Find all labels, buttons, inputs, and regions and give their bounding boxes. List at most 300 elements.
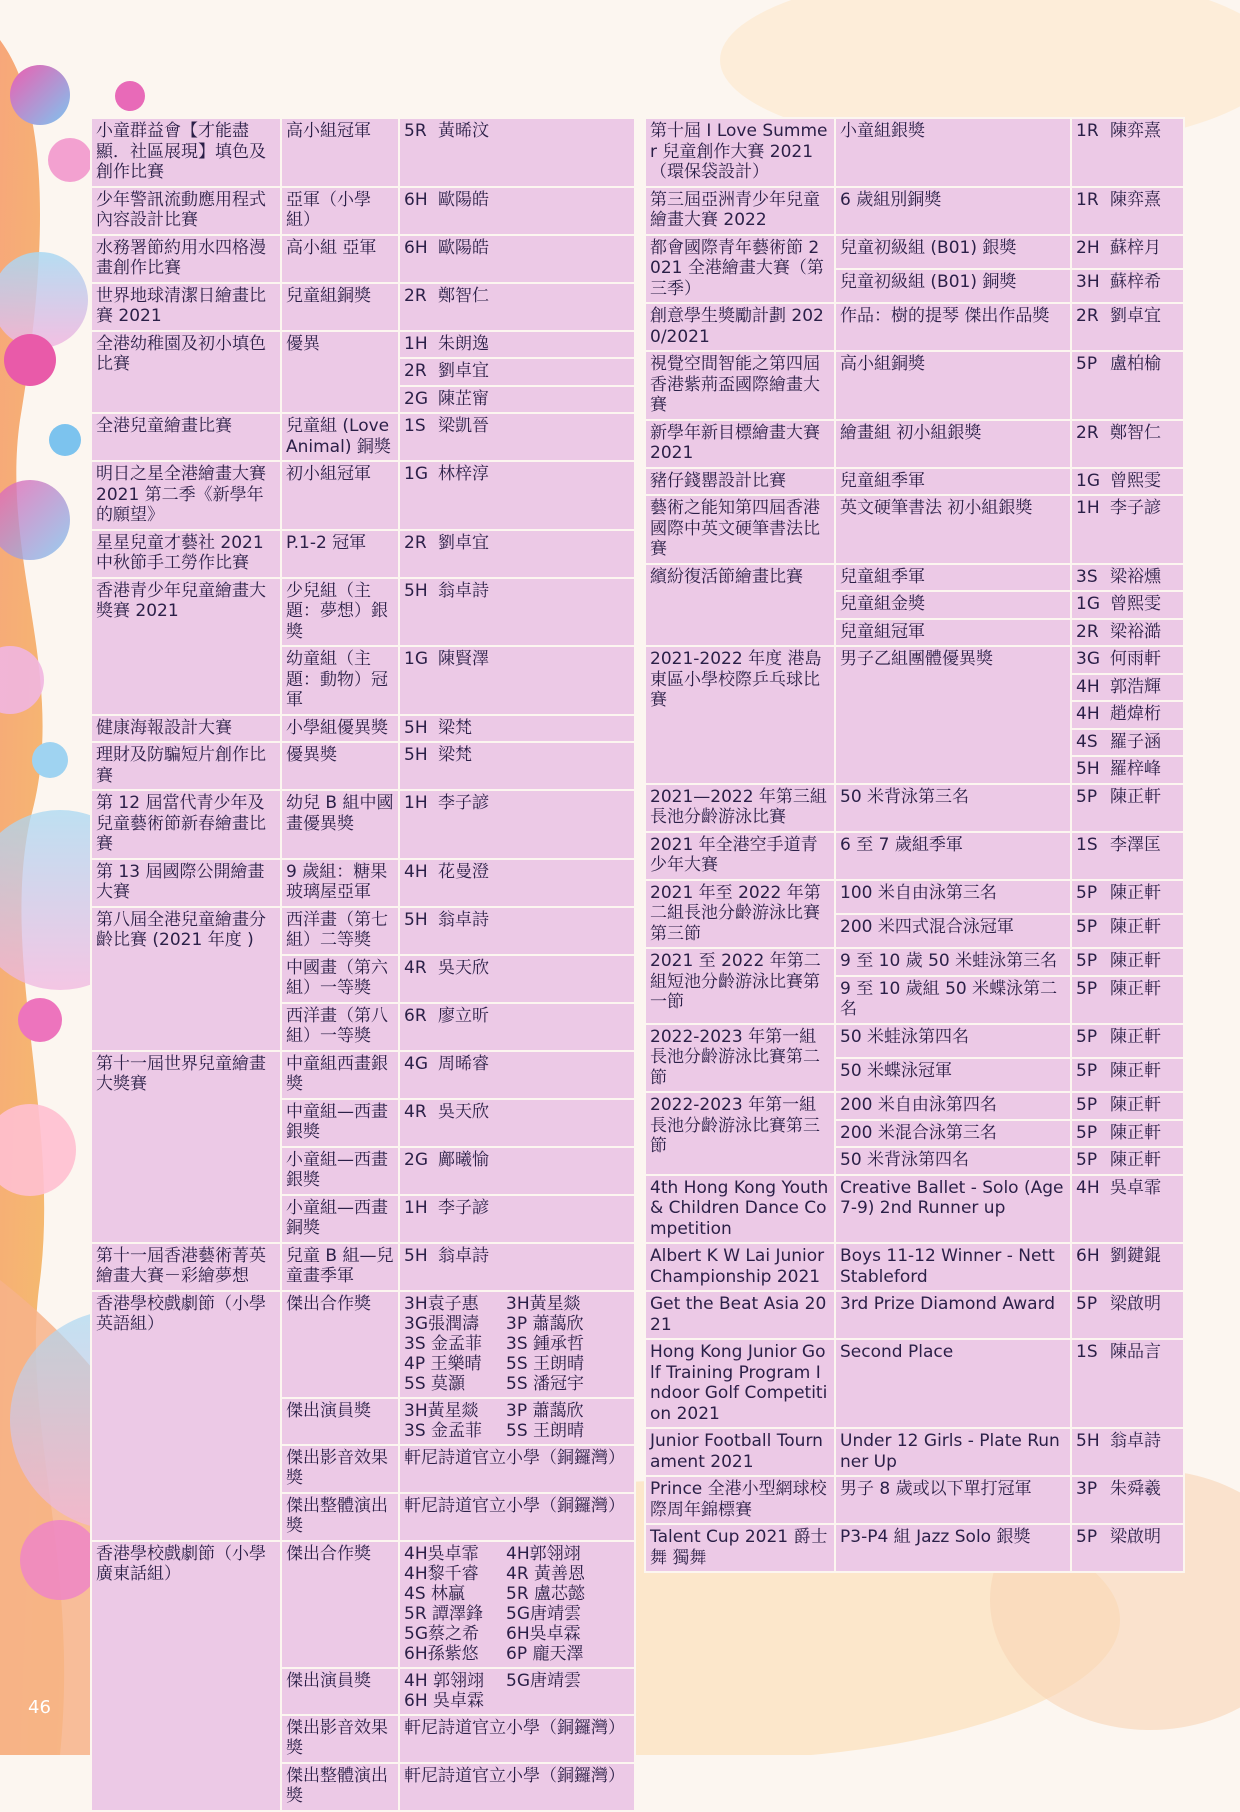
student-name: 翁卓詩 [438, 580, 489, 601]
award-name: 兒童組銅獎 [281, 283, 399, 331]
class-code: 1H [404, 333, 428, 354]
table-row [645, 187, 1184, 235]
awardee-cell [1071, 1092, 1184, 1120]
awardee-cell [1071, 1024, 1184, 1058]
competition-name: 理財及防騙短片創作比賽 [91, 742, 281, 790]
awardee-grid [404, 1671, 630, 1711]
student-name: 陳芷甯 [438, 388, 489, 409]
competition-name: 第十一屆世界兒童繪畫大獎賽 [91, 1051, 281, 1243]
table-row [645, 118, 1184, 187]
awardee-cell [399, 1051, 635, 1099]
student-name: 歐陽皓 [438, 189, 489, 210]
awardee-cell [1071, 1428, 1184, 1476]
table-row [645, 832, 1184, 880]
student-name: 6H孫紫悠 [404, 1643, 479, 1664]
student-name: 陳正軒 [1110, 1122, 1161, 1143]
student-name: 5S 潘冠宇 [506, 1373, 585, 1394]
class-code: 1G [1076, 594, 1100, 614]
student-name: 4H吳卓霏 [404, 1543, 479, 1564]
table-row [645, 880, 1184, 914]
student-name: 蘇梓月 [1110, 237, 1161, 258]
student-name: 5G唐靖雲 [506, 1670, 581, 1691]
student-name: 鄺曦愉 [438, 1149, 489, 1170]
class-code: 3S [1076, 566, 1098, 587]
table-row [645, 564, 1184, 592]
awardee-cell [399, 461, 635, 530]
awardee-cell [399, 358, 635, 386]
table-row [91, 1291, 635, 1398]
table-row [645, 303, 1184, 351]
awardee-cell [399, 790, 635, 859]
school-name: 軒尼詩道官立小學（銅鑼灣） [399, 1493, 635, 1541]
class-code: 1S [1076, 1342, 1098, 1362]
awardee-cell [399, 235, 635, 283]
award-name: 高小組冠軍 [281, 118, 399, 187]
award-name: 50 米背泳第三名 [835, 784, 1071, 832]
table-row [645, 1175, 1184, 1244]
class-code: 2G [404, 1149, 428, 1170]
awardee-cell [1071, 235, 1184, 269]
award-name: 50 米背泳第四名 [835, 1147, 1071, 1175]
awardee-cell [399, 1195, 635, 1243]
table-row [645, 495, 1184, 564]
student-name: 郭浩輝 [1110, 676, 1161, 697]
award-name: 6 歲組別銅獎 [835, 187, 1071, 235]
competition-name: 星星兒童才藝社 2021 中秋節手工勞作比賽 [91, 530, 281, 578]
competition-name: 第 12 屆當代青少年及兒童藝術節新春繪畫比賽 [91, 790, 281, 859]
award-name: 作品：樹的提琴 傑出作品獎 [835, 303, 1071, 351]
awardee-list [399, 1541, 635, 1668]
student-name: 曾熙雯 [1110, 594, 1161, 614]
student-name: 陳正軒 [1110, 882, 1161, 903]
table-row [645, 1476, 1184, 1524]
awardee-cell [1071, 880, 1184, 914]
competition-name: 2021 年至 2022 年第二組長池分齡游泳比賽第三節 [645, 880, 835, 949]
student-name: 陳正軒 [1110, 1095, 1161, 1115]
student-name: 5S 王朗晴 [506, 1353, 585, 1374]
award-name: 中國畫（第六組）一等獎 [281, 955, 399, 1003]
table-row [645, 1339, 1184, 1428]
table-row [645, 351, 1184, 420]
award-name: P3-P4 組 Jazz Solo 銀獎 [835, 1524, 1071, 1572]
award-name: 傑出整體演出獎 [281, 1763, 399, 1811]
class-code: 5H [404, 745, 428, 765]
student-name: 4H黎千睿 [404, 1563, 479, 1584]
award-name: 傑出整體演出獎 [281, 1493, 399, 1541]
class-code: 5P [1076, 1122, 1098, 1143]
awardee-cell [1071, 564, 1184, 592]
award-name: 小學組優異獎 [281, 715, 399, 743]
award-name: 50 米蛙泳第四名 [835, 1024, 1071, 1058]
class-code: 2R [404, 532, 427, 553]
class-code: 3H [1076, 271, 1100, 292]
award-name: 小童組—西畫銀獎 [281, 1147, 399, 1195]
award-name: 亞軍（小學組） [281, 187, 399, 235]
award-name: 優異 [281, 331, 399, 414]
awardee-cell [1071, 948, 1184, 976]
awardee-cell [399, 1243, 635, 1291]
competition-name: 2022-2023 年第一組長池分齡游泳比賽第二節 [645, 1024, 835, 1093]
class-code: 1G [404, 649, 428, 669]
class-code: 1G [1076, 470, 1100, 491]
award-name: 6 至 7 歲組季軍 [835, 832, 1071, 880]
competition-name: Hong Kong Junior Golf Training Program Indoor Golf Competition 2021 [645, 1339, 835, 1428]
student-name [506, 1691, 630, 1711]
awardee-cell [1071, 591, 1184, 619]
table-row [645, 235, 1184, 269]
table-row [645, 1092, 1184, 1120]
student-name: 陳正軒 [1110, 978, 1161, 999]
student-name: 3S 鍾承哲 [506, 1333, 585, 1354]
class-code: 5P [1076, 978, 1098, 999]
award-name: 3rd Prize Diamond Award [835, 1291, 1071, 1339]
class-code: 1S [404, 416, 426, 436]
awardee-cell [399, 1147, 635, 1195]
class-code: 6H [404, 189, 428, 210]
awardee-cell [399, 331, 635, 359]
school-name: 軒尼詩道官立小學（銅鑼灣） [399, 1763, 635, 1811]
student-name: 5G蔡之希 [404, 1623, 479, 1644]
table-row [91, 235, 635, 283]
awardee-cell [1071, 914, 1184, 948]
competition-name: 繽紛復活節繪畫比賽 [645, 564, 835, 647]
award-name: 50 米蝶泳冠軍 [835, 1058, 1071, 1092]
class-code: 2R [1076, 306, 1099, 326]
student-name: 陳弈熹 [1110, 121, 1161, 141]
competition-name: 水務署節約用水四格漫畫創作比賽 [91, 235, 281, 283]
table-row [91, 283, 635, 331]
class-code: 4R [404, 1101, 427, 1122]
page-number: 46 [28, 1697, 51, 1718]
awardee-cell [399, 530, 635, 578]
competition-name: 全港幼稚園及初小填色比賽 [91, 331, 281, 414]
class-code: 3G [1076, 649, 1100, 669]
class-code: 4S [1076, 731, 1098, 752]
student-name: 羅梓峰 [1110, 759, 1161, 779]
student-name: 5R 盧芯懿 [506, 1583, 586, 1604]
competition-name: Prince 全港小型網球校際周年錦標賽 [645, 1476, 835, 1524]
student-name: 李澤匡 [1110, 834, 1161, 855]
awardee-list [399, 1291, 635, 1398]
student-name: 羅子涵 [1110, 731, 1161, 752]
school-name: 軒尼詩道官立小學（銅鑼灣） [399, 1445, 635, 1493]
student-name: 劉卓宜 [1110, 306, 1161, 326]
award-name: 中童組—西畫銀獎 [281, 1099, 399, 1147]
student-name: 朱朗逸 [438, 333, 489, 354]
award-name: 傑出演員獎 [281, 1668, 399, 1715]
student-name: 鄭智仁 [1110, 422, 1161, 443]
competition-name: 健康海報設計大賽 [91, 715, 281, 743]
class-code: 1R [1076, 189, 1099, 210]
student-name: 3P 蕭藹欣 [506, 1400, 584, 1421]
awardee-cell [1071, 269, 1184, 303]
awardee-cell [1071, 1524, 1184, 1572]
class-code: 1G [404, 464, 428, 484]
class-code: 4H [1076, 1177, 1100, 1198]
awardee-cell [1071, 1476, 1184, 1524]
student-name: 花曼澄 [438, 861, 489, 882]
awardee-cell [1071, 1058, 1184, 1092]
class-code: 5P [1076, 354, 1098, 374]
competition-name: 創意學生獎勵計劃 2020/2021 [645, 303, 835, 351]
awardee-cell [1071, 351, 1184, 420]
awardee-cell [1071, 674, 1184, 702]
award-name: Creative Ballet - Solo (Age 7-9) 2nd Runner up [835, 1175, 1071, 1244]
award-name: 幼兒 B 組中國畫優異獎 [281, 790, 399, 859]
table-row [91, 1243, 635, 1291]
student-name: 吳卓霏 [1110, 1177, 1161, 1198]
class-code: 1H [404, 1197, 428, 1218]
student-name: 6P 龐天澤 [506, 1643, 584, 1664]
award-name: Under 12 Girls - Plate Runner Up [835, 1428, 1071, 1476]
student-name: 梁梵 [438, 717, 472, 738]
student-name: 3H黃星燚 [506, 1293, 581, 1314]
award-name: 男子乙組團體優異獎 [835, 646, 1071, 784]
award-name: 兒童組季軍 [835, 564, 1071, 592]
table-row [645, 1243, 1184, 1291]
class-code: 2R [404, 361, 427, 381]
awardee-cell [399, 1099, 635, 1147]
award-name: 小童組銀獎 [835, 118, 1071, 187]
competition-name: 小童群益會【才能盡顯．社區展現】填色及創作比賽 [91, 118, 281, 187]
table-row [645, 1291, 1184, 1339]
awardee-list [399, 1398, 635, 1445]
student-name: 趙煒桁 [1110, 704, 1161, 724]
award-name: 傑出演員獎 [281, 1398, 399, 1445]
awardee-cell [1071, 976, 1184, 1024]
award-name: 200 米自由泳第四名 [835, 1092, 1071, 1120]
competition-name: 世界地球清潔日繪畫比賽 2021 [91, 283, 281, 331]
award-name: 小童組—西畫銅獎 [281, 1195, 399, 1243]
student-name: 6H 吳卓霖 [404, 1690, 485, 1711]
table-row [645, 646, 1184, 674]
awardee-cell [1071, 701, 1184, 729]
class-code: 5P [1076, 1294, 1098, 1314]
student-name: 廖立昕 [438, 1005, 489, 1026]
class-code: 6R [404, 1005, 427, 1026]
student-name: 5S 莫灝 [404, 1373, 466, 1394]
competition-name: Talent Cup 2021 爵士舞 獨舞 [645, 1524, 835, 1572]
award-name: 200 米混合泳第三名 [835, 1120, 1071, 1148]
table-row [645, 1524, 1184, 1572]
class-code: 2G [404, 388, 428, 409]
class-code: 5H [404, 1245, 428, 1266]
student-name: 李子諺 [438, 1197, 489, 1218]
award-name: 男子 8 歲或以下單打冠軍 [835, 1476, 1071, 1524]
awardee-cell [399, 187, 635, 235]
table-row [91, 715, 635, 743]
awardee-cell [1071, 832, 1184, 880]
student-name: 陳正軒 [1110, 1150, 1161, 1170]
competition-name: 都會國際青年藝術節 2021 全港繪畫大賽（第三季） [645, 235, 835, 304]
awardee-cell [1071, 646, 1184, 674]
competition-name: 新學年新目標繪畫大賽 2021 [645, 420, 835, 468]
awardee-cell [1071, 756, 1184, 784]
student-name: 5R 譚澤鋒 [404, 1603, 484, 1624]
student-name: 梁啟明 [1110, 1527, 1161, 1547]
student-name: 4R 黃善恩 [506, 1563, 586, 1584]
student-name: 歐陽皓 [438, 237, 489, 258]
awardee-cell [1071, 1175, 1184, 1244]
award-name: 高小組 亞軍 [281, 235, 399, 283]
class-code: 5H [1076, 759, 1100, 779]
student-name: 4S 林贏 [404, 1583, 466, 1604]
table-row [91, 1541, 635, 1668]
awardee-cell [399, 283, 635, 331]
competition-name: 明日之星全港繪畫大賽 2021 第二季《新學年的願望》 [91, 461, 281, 530]
student-name: 朱舜羲 [1110, 1479, 1161, 1499]
student-name: 翁卓詩 [438, 1245, 489, 1266]
award-name: Second Place [835, 1339, 1071, 1428]
table-row [91, 461, 635, 530]
competition-name: 2021-2022 年度 港島東區小學校際乒乓球比賽 [645, 646, 835, 784]
awardee-cell [1071, 420, 1184, 468]
student-name: 陳品言 [1110, 1342, 1161, 1362]
table-row [91, 859, 635, 907]
student-name: 何雨軒 [1110, 649, 1161, 669]
awardee-cell [399, 859, 635, 907]
class-code: 4G [404, 1053, 428, 1074]
student-name: 周晞睿 [438, 1053, 489, 1074]
award-name: P.1-2 冠軍 [281, 530, 399, 578]
student-name: 翁卓詩 [1110, 1431, 1161, 1451]
class-code: 5R [404, 121, 427, 141]
award-name: 100 米自由泳第三名 [835, 880, 1071, 914]
class-code: 5H [404, 909, 428, 930]
student-name: 鄭智仁 [438, 285, 489, 306]
student-name: 陳正軒 [1110, 786, 1161, 807]
award-name: 傑出影音效果獎 [281, 1715, 399, 1763]
award-name: 西洋畫（第八組）一等獎 [281, 1003, 399, 1051]
class-code: 1R [1076, 121, 1099, 141]
table-row [645, 948, 1184, 976]
competition-name: 少年警訊流動應用程式內容設計比賽 [91, 187, 281, 235]
class-code: 5P [1076, 1150, 1098, 1170]
table-row [91, 1051, 635, 1099]
competition-name: 2021 至 2022 年第二組短池分齡游泳比賽第一節 [645, 948, 835, 1024]
student-name: 5G唐靖雲 [506, 1603, 581, 1624]
award-name: 兒童組冠軍 [835, 619, 1071, 647]
awards-table-right [644, 117, 1185, 1573]
class-code: 5H [1076, 1431, 1100, 1451]
awardee-cell [1071, 118, 1184, 187]
awardee-cell [1071, 784, 1184, 832]
awardee-cell [399, 742, 635, 790]
class-code: 5P [1076, 1095, 1098, 1115]
class-code: 3P [1076, 1479, 1098, 1499]
competition-name: 2021 年全港空手道青少年大賽 [645, 832, 835, 880]
student-name: 5S 王朗晴 [506, 1420, 585, 1441]
table-row [91, 578, 635, 647]
table-row [645, 420, 1184, 468]
student-name: 6H吳卓霖 [506, 1623, 581, 1644]
table-row [91, 331, 635, 359]
competition-name: Get the Beat Asia 2021 [645, 1291, 835, 1339]
award-name: 兒童初級組 (B01) 銅獎 [835, 269, 1071, 303]
award-name: 200 米四式混合泳冠軍 [835, 914, 1071, 948]
awardee-cell [1071, 1147, 1184, 1175]
student-name: 陳正軒 [1110, 1060, 1161, 1081]
table-row [91, 187, 635, 235]
class-code: 5P [1076, 1026, 1098, 1047]
student-name: 梁裕澔 [1110, 621, 1161, 642]
awardee-cell [399, 955, 635, 1003]
award-name: 9 至 10 歲 50 米蛙泳第三名 [835, 948, 1071, 976]
table-row [645, 1428, 1184, 1476]
awardee-cell [1071, 1291, 1184, 1339]
student-name: 李子諺 [438, 793, 489, 813]
competition-name: 2022-2023 年第一組長池分齡游泳比賽第三節 [645, 1092, 835, 1175]
award-name: 西洋畫（第七組）二等獎 [281, 907, 399, 955]
table-row [91, 530, 635, 578]
award-name: 傑出合作獎 [281, 1541, 399, 1668]
student-name: 3H袁子惠 [404, 1293, 479, 1314]
award-name: Boys 11-12 Winner - Nett Stableford [835, 1243, 1071, 1291]
class-code: 5H [404, 580, 428, 601]
student-name: 陳賢澤 [438, 649, 489, 669]
award-name: 高小組銅獎 [835, 351, 1071, 420]
class-code: 1S [1076, 834, 1098, 855]
competition-name: 全港兒童繪畫比賽 [91, 413, 281, 461]
competition-name: 豬仔錢罌設計比賽 [645, 468, 835, 496]
student-name: 3P 蕭藹欣 [506, 1313, 584, 1334]
student-name: 李子諺 [1110, 498, 1161, 518]
awardee-grid [404, 1401, 630, 1441]
competition-name: 4th Hong Kong Youth & Children Dance Competition [645, 1175, 835, 1244]
award-name: 兒童組季軍 [835, 468, 1071, 496]
awardee-cell [399, 413, 635, 461]
student-name: 梁啟明 [1110, 1294, 1161, 1314]
award-name: 英文硬筆書法 初小組銀獎 [835, 495, 1071, 564]
award-name: 兒童組 (Love Animal) 銅獎 [281, 413, 399, 461]
award-name: 傑出影音效果獎 [281, 1445, 399, 1493]
student-name: 4H 郭翎翊 [404, 1670, 485, 1691]
class-code: 5H [404, 717, 428, 738]
awardee-cell [1071, 1120, 1184, 1148]
awardee-grid [404, 1294, 630, 1394]
class-code: 6H [1076, 1246, 1100, 1266]
award-name: 兒童初級組 (B01) 銀獎 [835, 235, 1071, 269]
student-name: 陳正軒 [1110, 1026, 1161, 1047]
award-name: 兒童 B 組—兒童畫季軍 [281, 1243, 399, 1291]
awards-table-left [90, 117, 636, 1812]
student-name: 劉鍵錕 [1110, 1246, 1161, 1266]
class-code: 5P [1076, 1527, 1098, 1547]
competition-name: 香港學校戲劇節（小學英語組） [91, 1291, 281, 1541]
table-row [91, 907, 635, 955]
competition-name: 視覺空間智能之第四屆香港紫荊盃國際繪畫大賽 [645, 351, 835, 420]
competition-name: 藝術之能知第四屆香港國際中英文硬筆書法比賽 [645, 495, 835, 564]
awardee-cell [1071, 495, 1184, 564]
competition-name: 第三屆亞洲青少年兒童繪畫大賽 2022 [645, 187, 835, 235]
awardee-cell [1071, 1339, 1184, 1428]
student-name: 翁卓詩 [438, 909, 489, 930]
class-code: 4H [1076, 676, 1100, 697]
student-name: 陳弈熹 [1110, 189, 1161, 210]
student-name: 梁凱晉 [438, 416, 489, 436]
awardee-cell [399, 578, 635, 647]
competition-name: 香港學校戲劇節（小學廣東話組） [91, 1541, 281, 1811]
competition-name: 第十屆 I Love Summer 兒童創作大賽 2021（環保袋設計） [645, 118, 835, 187]
student-name: 3S 金孟菲 [404, 1420, 483, 1441]
class-code: 2R [1076, 621, 1099, 642]
class-code: 4H [404, 861, 428, 882]
competition-name: 第 13 屆國際公開繪畫大賽 [91, 859, 281, 907]
award-name: 傑出合作獎 [281, 1291, 399, 1398]
awardee-cell [399, 715, 635, 743]
class-code: 1H [404, 793, 428, 813]
competition-name: 第十一屆香港藝術菁英繪畫大賽－彩繪夢想 [91, 1243, 281, 1291]
